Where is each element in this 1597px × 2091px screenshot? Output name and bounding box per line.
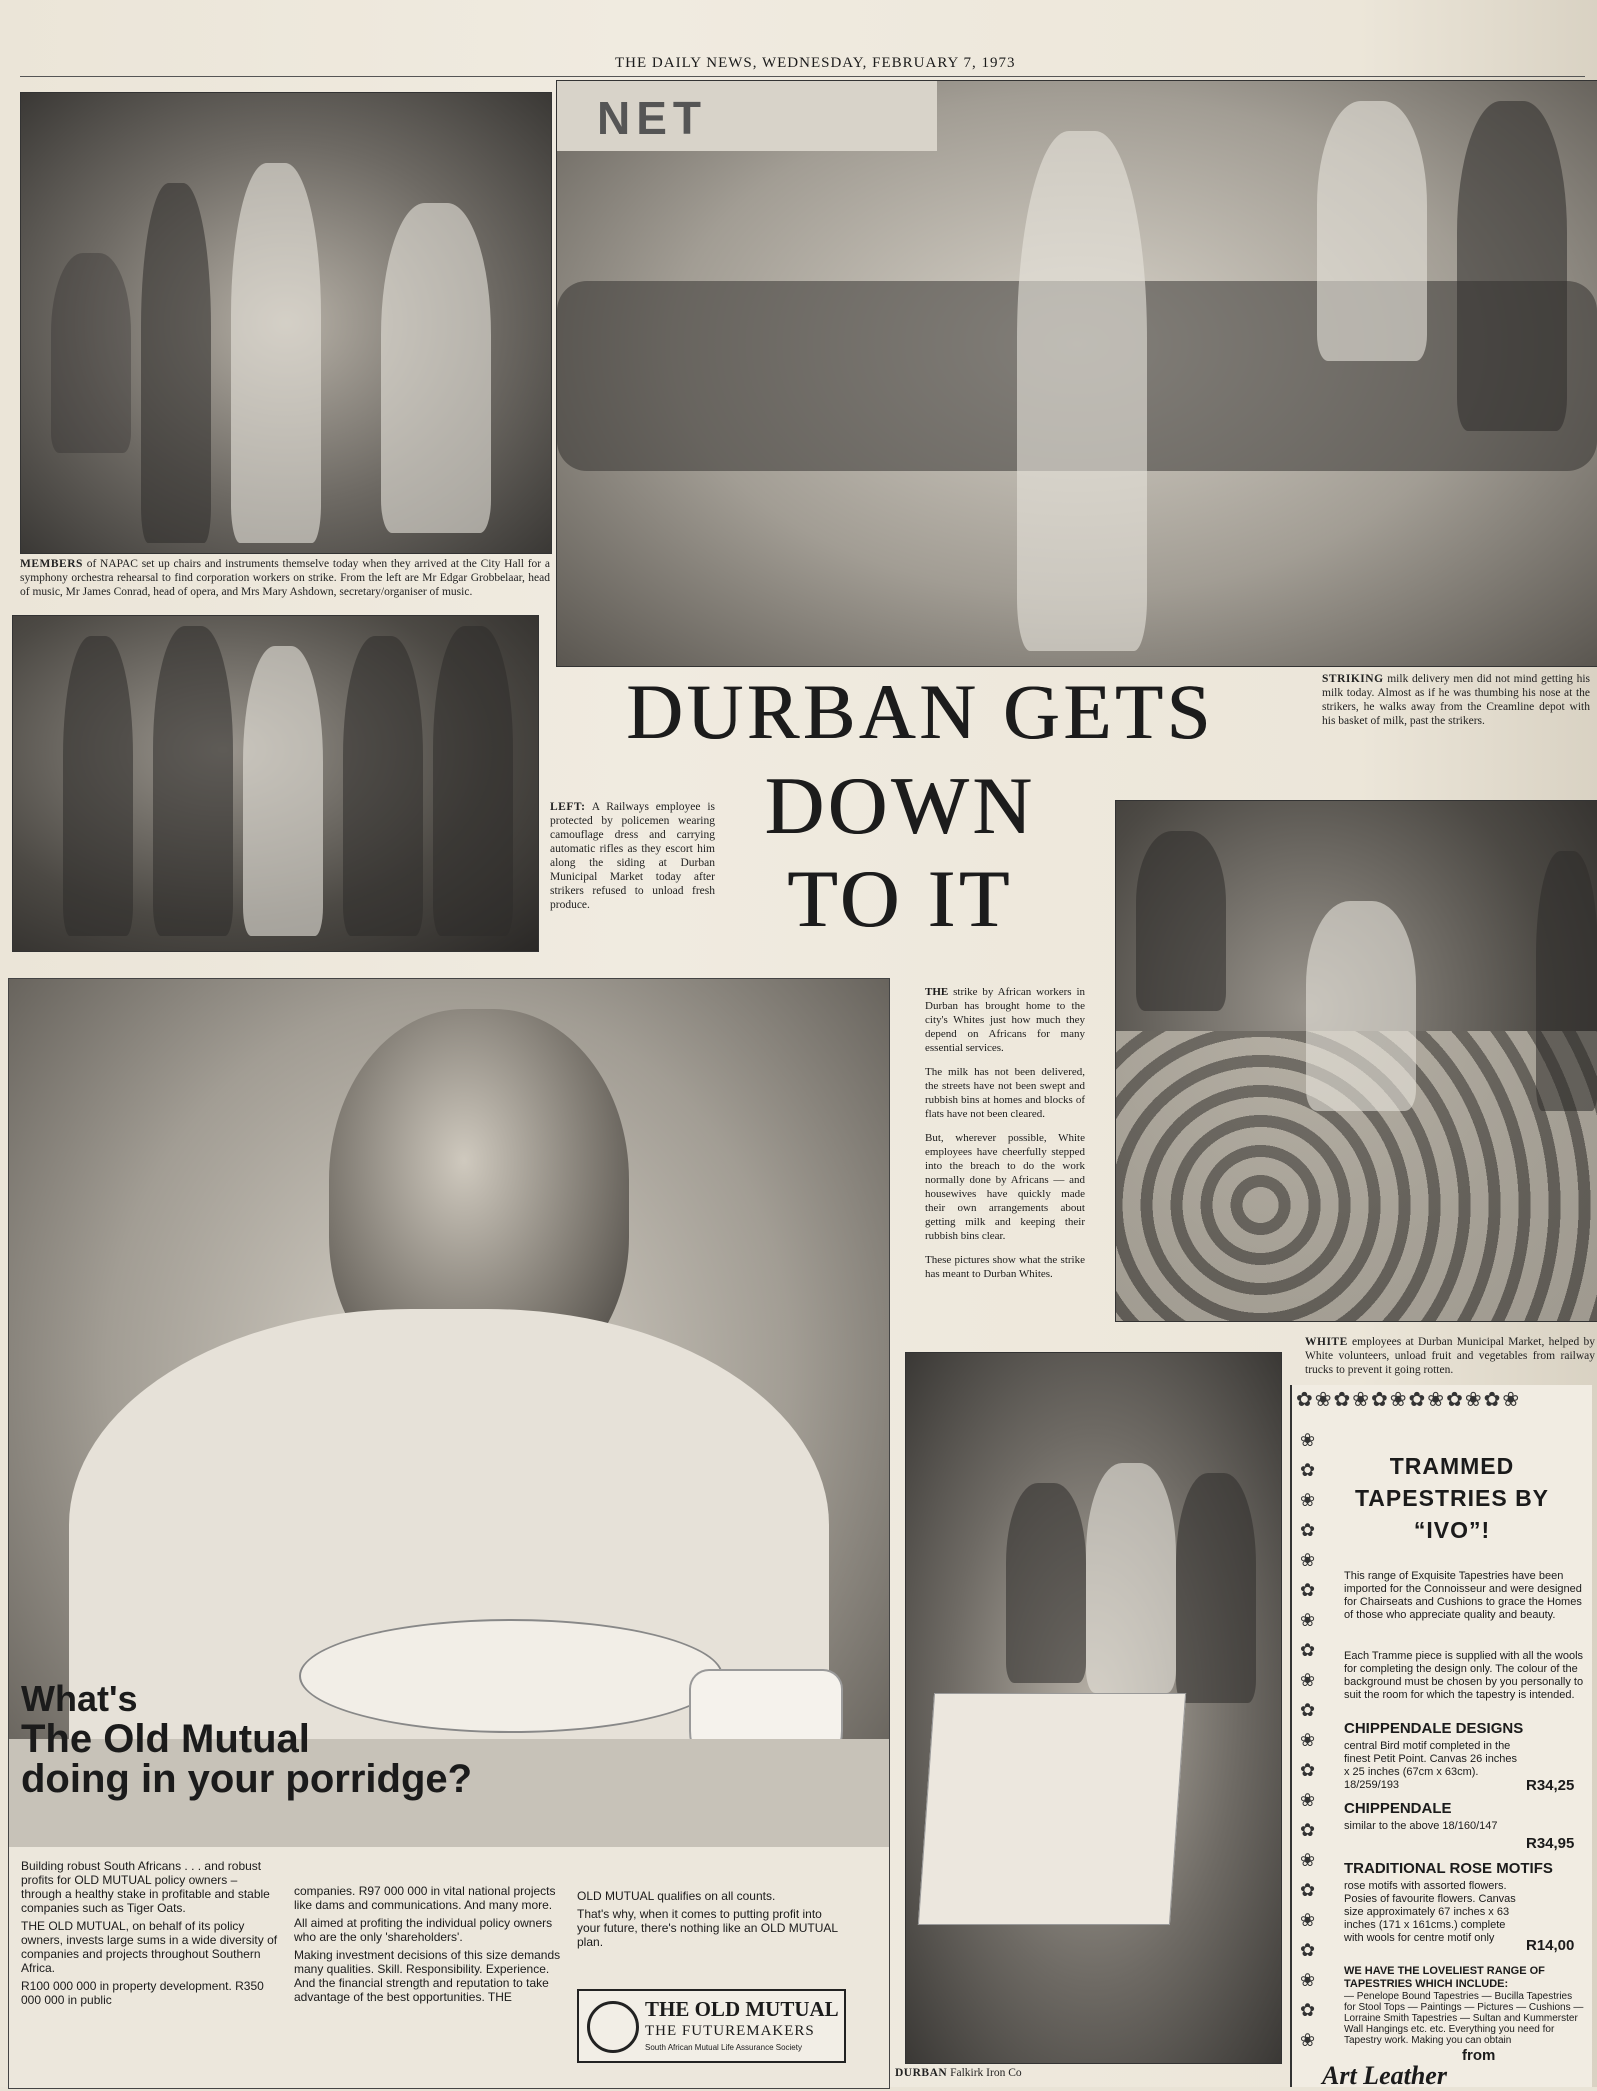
ad-headline	[21, 1679, 472, 1799]
railway-caption-lead: LEFT:	[550, 801, 586, 813]
story-lead: THE	[925, 986, 949, 998]
masthead-rule	[20, 76, 1585, 77]
story-paragraph-3: But, wherever possible, White employees have cheerfully stepped into the breach to do the work normally done by Africans — and housewives have quickly made their own arrangements about getting milk and keeping their rubbish bins clear.	[925, 1132, 1085, 1242]
flower-column-icon: ❀ ✿ ❀ ✿ ❀ ✿ ❀ ✿ ❀ ✿ ❀ ✿ ❀ ✿ ❀ ✿ ❀ ✿ ❀ ✿ ❀	[1300, 1430, 1316, 2050]
ivo-tapestries-ad	[1290, 1385, 1592, 2090]
market-caption-text: employees at Durban Municipal Market, helped by White volunteers, unload fruit and vegetables from railway trucks to prevent it going rotten.	[1305, 1336, 1595, 1376]
old-mutual-logo-title: THE OLD MUTUAL	[645, 1997, 839, 2021]
milk-strikers-photo: NET	[556, 80, 1597, 667]
napac-photo	[20, 92, 552, 554]
napac-caption-lead: MEMBERS	[20, 558, 83, 570]
ivo-item2-desc: similar to the above 18/160/147	[1344, 1820, 1498, 1832]
headline-line3: TO IT	[787, 853, 1013, 944]
old-mutual-logo-sub: South African Mutual Life Assurance Society	[645, 2043, 802, 2052]
ad-col1-p1: Building robust South Africans . . . and robust profits for OLD MUTUAL policy owners – through a healthy stake in profitable and stable companies such as Tiger Oats.	[21, 1859, 270, 1915]
ad-col2-p1: companies. R97 000 000 in vital national projects like dams and communications. And many more.	[294, 1884, 556, 1912]
market-caption-lead: WHITE	[1305, 1336, 1348, 1348]
ivo-item2-name: CHIPPENDALE	[1344, 1800, 1452, 1817]
masthead: THE DAILY NEWS, WEDNESDAY, FEBRUARY 7, 1973	[615, 55, 1016, 71]
ad-headline-2: The Old Mutual	[21, 1717, 310, 1761]
story-column	[925, 985, 1085, 1291]
ivo-item3-desc: rose motifs with assorted flowers. Posies of favourite flowers. Canvas size approximately 67 inches x 63 inches (171 x 161cms.) complete with wools for centre motif only	[1344, 1880, 1516, 1944]
story-paragraph-2: The milk has not been delivered, the streets have not been swept and rubbish bins at homes and blocks of flats have not been cleared.	[925, 1066, 1085, 1120]
milk-caption	[1322, 672, 1590, 728]
ivo-title-1: TRAMMED	[1389, 1453, 1515, 1479]
ad-column-1	[21, 1859, 281, 2007]
old-mutual-logo	[577, 1989, 846, 2063]
ivo-item2-price: R34,95	[1526, 1835, 1575, 1852]
ivo-intro-2: Each Tramme piece is supplied with all the wools for completing the design only. The colour of the background must be chosen by you personally to suit the room for which the tapestry is intended.	[1344, 1650, 1584, 1701]
old-mutual-ad	[8, 978, 890, 2089]
ad-headline-3: doing in your porridge?	[21, 1757, 473, 1801]
milk-caption-text: milk delivery men did not mind getting his milk today. Almost as if he was thumbing his nose at the strikers, he walks away from the Creamline depot with his basket of milk, past the strikers.	[1322, 673, 1591, 727]
napac-caption	[20, 557, 550, 599]
ad-col3-p1: OLD MUTUAL qualifies on all counts.	[577, 1889, 776, 1903]
falkirk-caption	[895, 2066, 1280, 2080]
old-mutual-logo-slogan: THE FUTUREMAKERS	[645, 2023, 815, 2039]
ivo-item3-name: TRADITIONAL ROSE MOTIFS	[1344, 1860, 1553, 1877]
flower-border-icon: ✿❀✿❀✿❀✿❀✿❀✿❀	[1296, 1389, 1522, 1411]
ad-col1-p3: R100 000 000 in property development. R350 000 000 in public	[21, 1979, 264, 2007]
falkirk-caption-lead: DURBAN	[895, 2067, 948, 2079]
headline-line2: DOWN	[764, 760, 1036, 851]
ivo-store-name: Art Leather	[1322, 2061, 1447, 2090]
ivo-item1-desc: central Bird motif completed in the finest Petit Point. Canvas 26 inches x 25 inches (67cm x 63cm). 18/259/193	[1344, 1740, 1518, 1791]
napac-caption-text: of NAPAC set up chairs and instruments themselve today when they arrived at the City Hall for a symphony orchestra rehearsal to find corporation workers on strike. From the left are Mr Edgar Grobbelaar, head of music, Mr James Conrad, head of opera, and Mrs Mary Ashdown, secretary/organiser of music.	[20, 558, 550, 598]
ad-col2-p2: All aimed at profiting the individual policy owners who are the only 'shareholders'.	[294, 1916, 553, 1944]
story-p1-text: strike by African workers in Durban has brought home to the city's Whites just how much they depend on Africans for many essential services.	[925, 986, 1085, 1054]
falkirk-caption-text: Falkirk Iron Co	[950, 2067, 1022, 2079]
falkirk-photo	[905, 1352, 1282, 2064]
headline-line1: DURBAN GETS	[626, 668, 1214, 755]
ivo-title-3: “IVO”!	[1413, 1517, 1491, 1543]
market-unloading-photo	[1115, 800, 1597, 1322]
ad-headline-1: What's	[21, 1678, 138, 1719]
ad-column-2	[294, 1884, 564, 2004]
ad-col1-p2: THE OLD MUTUAL, on behalf of its policy owners, invests large sums in a wide diversity of companies and projects throughout Southern Africa.	[21, 1919, 278, 1975]
ad-col2-p3: Making investment decisions of this size demands many qualities. Skill. Responsibility. Experience. And the financial strength and reputation to take advantage of the best opportunities. THE	[294, 1948, 561, 2004]
ivo-from: from	[1462, 2047, 1496, 2064]
ivo-range-heading: WE HAVE THE LOVELIEST RANGE OF TAPESTRIES WHICH INCLUDE:	[1344, 1965, 1545, 1990]
ivo-title-2: TAPESTRIES BY	[1354, 1485, 1550, 1511]
ad-column-3	[577, 1889, 847, 1949]
ivo-intro: This range of Exquisite Tapestries have been imported for the Connoisseur and were designed for Chairseats and Cushions to grace the Homes of those who appreciate quality and beauty.	[1344, 1570, 1582, 1621]
old-mutual-emblem-icon	[587, 2001, 639, 2053]
story-paragraph-1	[925, 985, 1085, 1055]
ivo-range-text: — Penelope Bound Tapestries — Bucilla Tapestries for Stool Tops — Paintings — Pictures — Cushions — Lorraine Smith Tapestries — Sultan and Kummerster Wall Hangings etc. etc. Everything you need for Tapestry work. Making you can obtain	[1344, 1991, 1584, 2046]
milk-caption-lead: STRIKING	[1322, 673, 1384, 685]
ivo-item1-name: CHIPPENDALE DESIGNS	[1344, 1720, 1524, 1737]
railway-caption-text: A Railways employee is protected by policemen wearing camouflage dress and carrying automatic rifles as they escort him along the siding at Durban Municipal Market today after strikers refused to unload fresh produce.	[550, 801, 715, 911]
railway-escort-photo	[12, 615, 539, 952]
ivo-item3-price: R14,00	[1526, 1937, 1575, 1954]
ad-col3-p2: That's why, when it comes to putting profit into your future, there's nothing like an OLD MUTUAL plan.	[577, 1907, 838, 1949]
railway-caption	[550, 800, 715, 912]
ivo-item1-price: R34,25	[1526, 1777, 1575, 1794]
market-caption	[1305, 1335, 1595, 1377]
story-paragraph-4: These pictures show what the strike has meant to Durban Whites.	[925, 1254, 1085, 1280]
